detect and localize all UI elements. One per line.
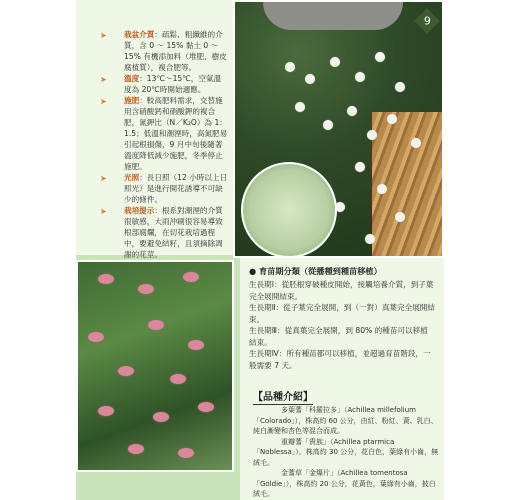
variety-entry: 重瓣蓍「貴族」（Achillea ptarmica「Noblessa」），株高約 30 公分，花白色，葉綠有小齒，無絨毛。 bbox=[253, 437, 439, 467]
care-item bbox=[100, 73, 228, 95]
arrow-icon: ➤ bbox=[100, 75, 107, 84]
arrow-icon: ➤ bbox=[100, 207, 107, 216]
rock-decoration bbox=[263, 2, 403, 30]
care-item-label: 光照 bbox=[124, 173, 140, 182]
arrow-icon: ➤ bbox=[100, 174, 107, 183]
pink-yarrow-photo bbox=[76, 260, 234, 472]
care-list bbox=[100, 29, 228, 260]
arrow-icon: ➤ bbox=[100, 97, 107, 106]
care-item bbox=[100, 29, 228, 73]
varieties-list bbox=[253, 405, 439, 500]
arrow-icon: ➤ bbox=[100, 31, 107, 40]
care-item-text: ：較高肥料需求，交替施用含硝酸鈣和硝酸鉀的複合肥，氮鉀比（N／K₂O）為 1：1.5；低溫和潮溼時，高氮肥易引起根損傷，9 月中旬後隨著溫度降低減少施肥，冬季停止施肥。 bbox=[124, 96, 228, 171]
seedling-stage-list bbox=[249, 279, 435, 371]
care-item-text: ：疏鬆、粗纖維的介質，含 0 ～ 15% 黏土 0 ～ 15% 有機添加料（堆肥、樹皮腐植質），複合肥等。 bbox=[124, 30, 227, 72]
flower-closeup-inset bbox=[241, 162, 337, 258]
care-item-label: 栽盆介質 bbox=[124, 30, 155, 39]
seedling-stage: 生長期Ⅳ：所有種苗都可以移植，並超過育苗階段，一般需要 7 天。 bbox=[249, 349, 431, 370]
variety-entry: 多葉蓍「科羅拉多」（Achillea millefolium「Colorado」），株高約 60 公分，由紅、粉紅、黃、乳白、純白漸變和杏色等混合而成。 bbox=[253, 406, 438, 435]
page-number-badge: 9 bbox=[414, 8, 439, 33]
varieties-section-title: 【品種介紹】 bbox=[253, 388, 313, 405]
seedling-stage: 生長期Ⅱ：從子葉完全展開，到（一對）真葉完全展開結束。 bbox=[249, 303, 435, 324]
variety-entry: 金蓍草「金爆片」（Achillea tomentosa「Goldie」），株高約 20 公分，花黃色，葉綠有小齒，披白絨毛。 bbox=[253, 469, 436, 498]
care-item-text: ：13℃～15℃，空氣溫度為 20℃時開始適應。 bbox=[124, 74, 222, 94]
care-item bbox=[100, 172, 228, 205]
seedling-section-title: ● 育苗期分類（從播種到種苗移植） bbox=[249, 266, 382, 276]
seedling-stage: 生長期Ⅲ：從真葉完全展開，到 80% 的種苗可以移植結束。 bbox=[249, 326, 428, 347]
care-item-text: ：長日照（12 小時以上日照光）是進行開花誘導不可缺少的條件。 bbox=[124, 173, 228, 204]
care-item-label: 施肥 bbox=[124, 96, 140, 105]
care-item bbox=[100, 95, 228, 172]
care-item-label: 溫度 bbox=[124, 74, 140, 83]
white-yarrow-photo bbox=[233, 0, 444, 258]
seedling-stage: 生長期Ⅰ：從胚根穿破種皮開始，接觸培養介質，到子葉完全展開結束。 bbox=[249, 280, 434, 301]
care-item-label: 栽培提示 bbox=[124, 206, 155, 215]
care-item-text: ：根系對潮溼的介質很敏感，大雨沖刷很容易導致根部腐爛，在切花栽培過程中，要避免結籽，且須摘除凋謝的花莖。 bbox=[124, 206, 223, 259]
care-item bbox=[100, 205, 228, 260]
